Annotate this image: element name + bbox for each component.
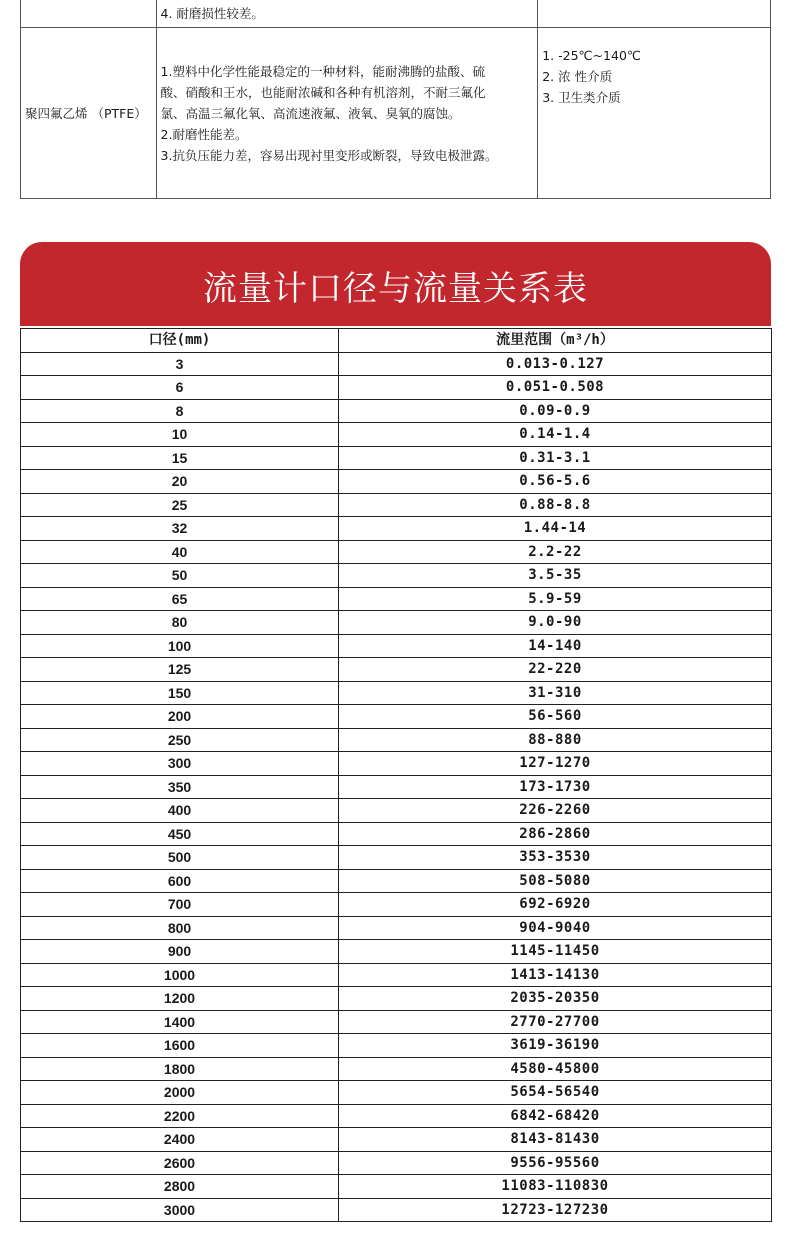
flow-range-cell: 6842-68420: [339, 1104, 772, 1128]
property-line: 酸、硝酸和王水，也能耐浓碱和各种有机溶剂，不耐三氟化: [160, 84, 486, 100]
diameter-cell: 40: [21, 540, 339, 564]
table-row: [21, 1128, 772, 1152]
diameter-cell: 65: [21, 587, 339, 611]
diameter-cell: 700: [21, 893, 339, 917]
table-row: [21, 446, 772, 470]
table-row: [21, 658, 772, 682]
table-row: [21, 775, 772, 799]
table-row: [21, 470, 772, 494]
material-row-ptfe: [21, 28, 771, 199]
table-row: [21, 517, 772, 541]
diameter-cell: 32: [21, 517, 339, 541]
flow-range-cell: 0.88-8.8: [339, 493, 772, 517]
diameter-cell: 1800: [21, 1057, 339, 1081]
diameter-cell: 600: [21, 869, 339, 893]
flow-range-cell: 1413-14130: [339, 963, 772, 987]
flow-range-cell: 0.09-0.9: [339, 399, 772, 423]
diameter-cell: 6: [21, 376, 339, 400]
diameter-cell: 150: [21, 681, 339, 705]
diameter-cell: 50: [21, 564, 339, 588]
table-row: [21, 752, 772, 776]
diameter-cell: 350: [21, 775, 339, 799]
flow-range-cell: 286-2860: [339, 822, 772, 846]
table-row: [21, 399, 772, 423]
flow-range-cell: 1.44-14: [339, 517, 772, 541]
material-property-cell: [156, 0, 538, 28]
material-property-cell: [156, 28, 538, 199]
property-line: 3.抗负压能力差，容易出现衬里变形或断裂，导致电极泄露。: [160, 147, 498, 163]
flow-range-table: [20, 328, 772, 1222]
diameter-cell: 80: [21, 611, 339, 635]
diameter-cell: 10: [21, 423, 339, 447]
diameter-cell: 2200: [21, 1104, 339, 1128]
flow-range-cell: 127-1270: [339, 752, 772, 776]
application-line: 1. -25℃~140℃: [542, 48, 641, 63]
diameter-cell: 2800: [21, 1175, 339, 1199]
flow-range-cell: 31-310: [339, 681, 772, 705]
flow-range-cell: 11083-110830: [339, 1175, 772, 1199]
diameter-cell: 20: [21, 470, 339, 494]
flow-range-cell: 2770-27700: [339, 1010, 772, 1034]
table-row: [21, 634, 772, 658]
diameter-cell: 450: [21, 822, 339, 846]
table-row: [21, 1175, 772, 1199]
table-row: [21, 540, 772, 564]
flow-range-cell: 173-1730: [339, 775, 772, 799]
table-row: [21, 564, 772, 588]
lining-material-table: [20, 0, 771, 199]
flow-range-cell: 5.9-59: [339, 587, 772, 611]
application-line: 2. 浓 性介质: [542, 69, 613, 84]
flow-range-cell: 2.2-22: [339, 540, 772, 564]
table-row: [21, 1081, 772, 1105]
flow-range-cell: 0.31-3.1: [339, 446, 772, 470]
table-row: [21, 587, 772, 611]
table-row: [21, 1057, 772, 1081]
material-application-cell: [538, 0, 771, 28]
flow-range-cell: 353-3530: [339, 846, 772, 870]
table-row: [21, 1198, 772, 1222]
diameter-cell: 100: [21, 634, 339, 658]
diameter-cell: 300: [21, 752, 339, 776]
property-line: 氯、高温三氟化氧、高流速液氟、液氧、臭氧的腐蚀。: [160, 105, 461, 121]
flow-range-cell: 9.0-90: [339, 611, 772, 635]
table-row: [21, 611, 772, 635]
flow-range-cell: 1145-11450: [339, 940, 772, 964]
flow-range-cell: 12723-127230: [339, 1198, 772, 1222]
diameter-cell: 2600: [21, 1151, 339, 1175]
material-application-cell: [538, 28, 771, 199]
flow-range-cell: 5654-56540: [339, 1081, 772, 1105]
diameter-cell: 250: [21, 728, 339, 752]
table-row: [21, 1151, 772, 1175]
section-banner: [20, 242, 771, 326]
flow-range-cell: 9556-95560: [339, 1151, 772, 1175]
table-row: [21, 846, 772, 870]
diameter-cell: 500: [21, 846, 339, 870]
flow-range-cell: 0.013-0.127: [339, 352, 772, 376]
flow-range-cell: 0.56-5.6: [339, 470, 772, 494]
flow-range-cell: 0.051-0.508: [339, 376, 772, 400]
table-row: [21, 376, 772, 400]
table-row: [21, 869, 772, 893]
material-name-cell: [21, 0, 157, 28]
diameter-cell: 800: [21, 916, 339, 940]
table-row: [21, 352, 772, 376]
table-row: [21, 940, 772, 964]
table-row: [21, 916, 772, 940]
flow-range-cell: 226-2260: [339, 799, 772, 823]
property-line: 1.塑料中化学性能最稳定的一种材料，能耐沸腾的盐酸、硫: [160, 63, 485, 79]
diameter-cell: 400: [21, 799, 339, 823]
diameter-cell: 2400: [21, 1128, 339, 1152]
table-header-row: [21, 329, 772, 353]
diameter-cell: 3: [21, 352, 339, 376]
table-row: [21, 987, 772, 1011]
table-row: [21, 705, 772, 729]
diameter-cell: 1600: [21, 1034, 339, 1058]
application-line: 3. 卫生类介质: [542, 90, 621, 105]
property-text: 4. 耐磨损性较差。: [160, 5, 264, 21]
diameter-cell: 15: [21, 446, 339, 470]
material-name-cell: [21, 28, 157, 199]
diameter-cell: 1000: [21, 963, 339, 987]
flow-range-cell: 4580-45800: [339, 1057, 772, 1081]
flow-range-cell: 8143-81430: [339, 1128, 772, 1152]
diameter-cell: 25: [21, 493, 339, 517]
diameter-cell: 200: [21, 705, 339, 729]
diameter-cell: 900: [21, 940, 339, 964]
flow-range-cell: 508-5080: [339, 869, 772, 893]
table-row: [21, 681, 772, 705]
flow-range-cell: 3619-36190: [339, 1034, 772, 1058]
material-row-previous: [21, 0, 771, 28]
table-row: [21, 1104, 772, 1128]
flow-range-cell: 904-9040: [339, 916, 772, 940]
diameter-cell: 125: [21, 658, 339, 682]
table-row: [21, 822, 772, 846]
table-row: [21, 1010, 772, 1034]
material-name: 聚四氟乙烯 （PTFE）: [25, 105, 147, 121]
banner-title: 流量计口径与流量关系表: [203, 269, 588, 309]
diameter-cell: 1200: [21, 987, 339, 1011]
table-row: [21, 423, 772, 447]
header-flow-range: 流里范围（m³/h）: [339, 329, 772, 353]
flow-range-cell: 3.5-35: [339, 564, 772, 588]
flow-range-cell: 0.14-1.4: [339, 423, 772, 447]
table-row: [21, 728, 772, 752]
table-row: [21, 893, 772, 917]
table-row: [21, 1034, 772, 1058]
flow-range-cell: 14-140: [339, 634, 772, 658]
flow-range-cell: 88-880: [339, 728, 772, 752]
diameter-cell: 1400: [21, 1010, 339, 1034]
property-line: 2.耐磨性能差。: [160, 126, 248, 142]
flow-range-cell: 56-560: [339, 705, 772, 729]
diameter-cell: 3000: [21, 1198, 339, 1222]
flow-range-cell: 2035-20350: [339, 987, 772, 1011]
diameter-cell: 2000: [21, 1081, 339, 1105]
flow-table-body: [21, 352, 772, 1222]
flow-range-cell: 22-220: [339, 658, 772, 682]
header-diameter: 口径(mm): [21, 329, 339, 353]
table-row: [21, 493, 772, 517]
flow-range-cell: 692-6920: [339, 893, 772, 917]
table-row: [21, 799, 772, 823]
diameter-cell: 8: [21, 399, 339, 423]
table-row: [21, 963, 772, 987]
